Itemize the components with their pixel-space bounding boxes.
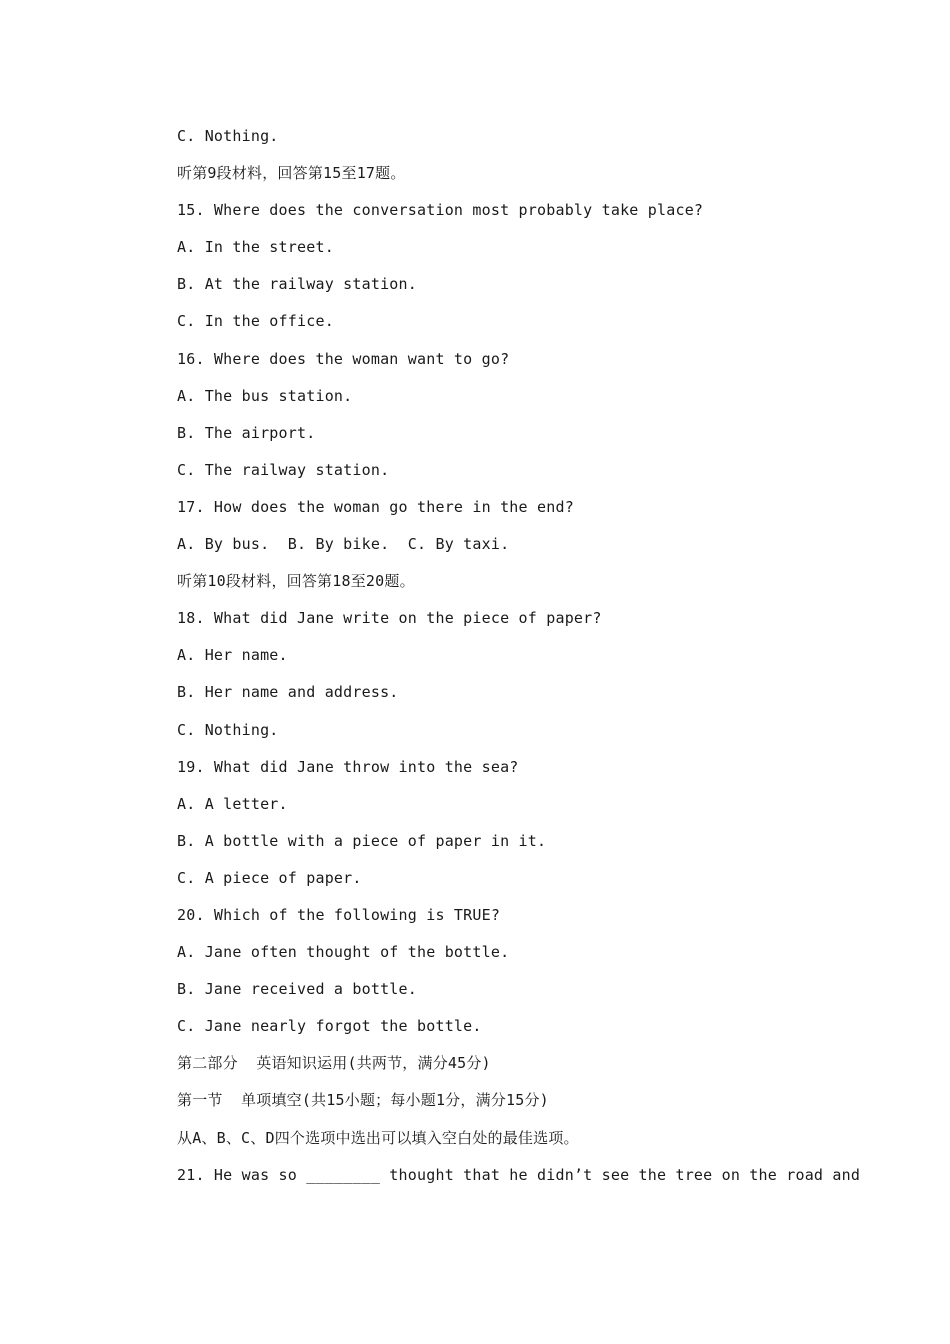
- option-line: B. Jane received a bottle.: [177, 980, 417, 999]
- question-19: 19. What did Jane throw into the sea?: [177, 757, 519, 776]
- document-body: [177, 124, 861, 1200]
- option-line: B. A bottle with a piece of paper in it.: [177, 831, 547, 850]
- question-21: 21. He was so ________ thought that he didn’t see the tree on the road and: [177, 1165, 861, 1184]
- option-line: B. At the railway station.: [177, 275, 417, 294]
- option-line: C. Nothing.: [177, 720, 279, 739]
- option-line: A. Her name.: [177, 646, 288, 665]
- option-line: C. A piece of paper.: [177, 868, 362, 887]
- option-line: A. Jane often thought of the bottle.: [177, 943, 510, 962]
- option-line: A. A letter.: [177, 794, 288, 813]
- section-instruction: 听第9段材料，回答第15至17题。: [177, 164, 406, 183]
- question-20: 20. Which of the following is TRUE?: [177, 905, 501, 924]
- section-heading: 第一节 单项填空(共15小题；每小题1分，满分15分): [177, 1091, 549, 1110]
- question-18: 18. What did Jane write on the piece of paper?: [177, 609, 602, 628]
- option-line: A. By bus. B. By bike. C. By taxi.: [177, 535, 510, 554]
- option-line: A. The bus station.: [177, 386, 353, 405]
- part-heading: 第二部分 英语知识运用(共两节，满分45分): [177, 1054, 491, 1073]
- section-instruction: 听第10段材料，回答第18至20题。: [177, 572, 415, 591]
- option-line: A. In the street.: [177, 238, 334, 257]
- question-16: 16. Where does the woman want to go?: [177, 349, 510, 368]
- text-line: C. Nothing.: [177, 127, 279, 145]
- question-17: 17. How does the woman go there in the end?: [177, 497, 574, 516]
- option-line: C. The railway station.: [177, 460, 390, 479]
- option-line: B. The airport.: [177, 423, 316, 442]
- option-line: B. Her name and address.: [177, 683, 399, 702]
- option-line: C. Jane nearly forgot the bottle.: [177, 1017, 482, 1036]
- section-instruction: 从A、B、C、D四个选项中选出可以填入空白处的最佳选项。: [177, 1128, 579, 1147]
- option-line: C. In the office.: [177, 312, 334, 331]
- question-15: 15. Where does the conversation most probably take place?: [177, 201, 704, 220]
